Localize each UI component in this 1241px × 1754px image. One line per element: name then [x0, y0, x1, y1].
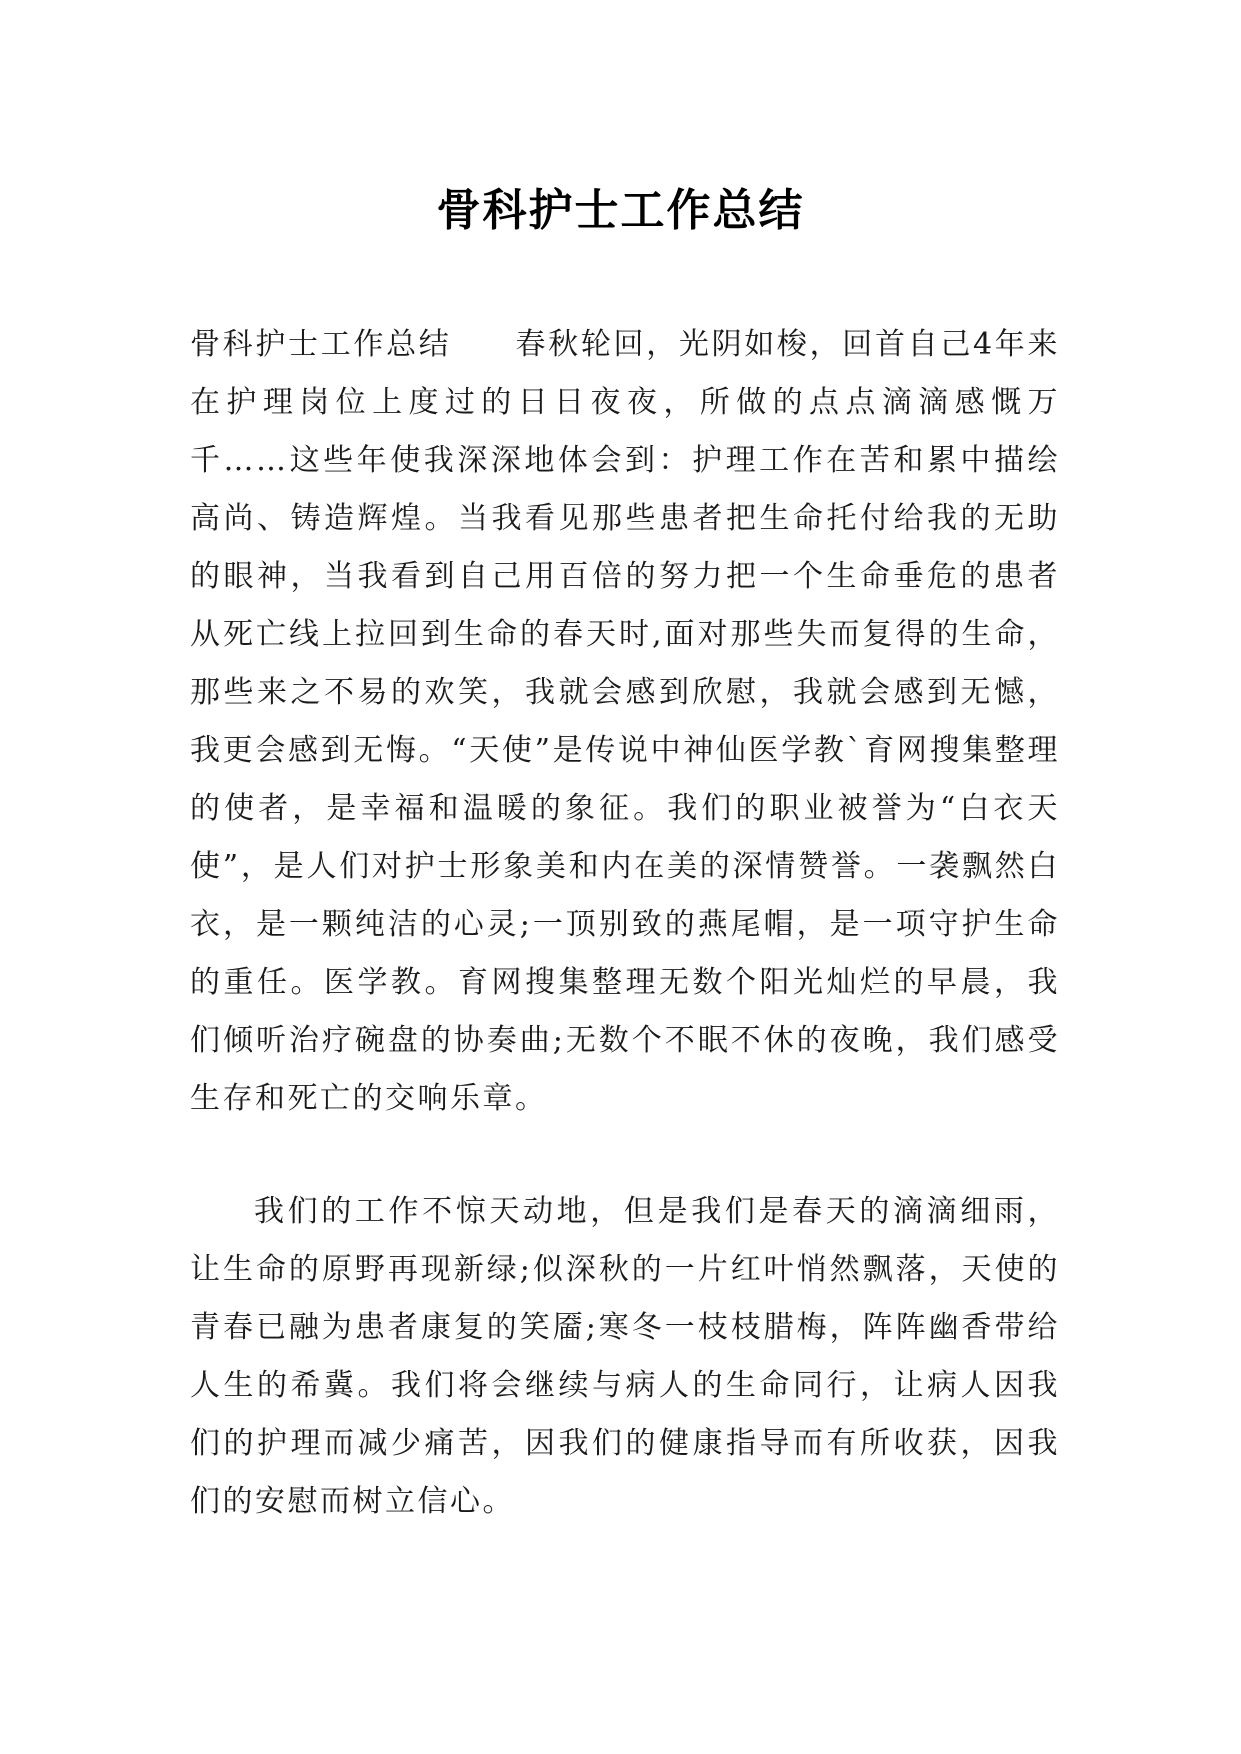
document-title: 骨科护士工作总结	[436, 185, 805, 237]
paragraph-lead-title: 骨科护士工作总结	[190, 327, 452, 362]
body-paragraph: 我们的工作不惊天动地，但是我们是春天的滴滴细雨，让生命的原野再现新绿;似深秋的一片红叶悄然飘落，天使的青春已融为患者康复的笑靥;寒冬一枝枝腊梅，阵阵幽香带给人生的希冀。我们将会继续与病人的生命同行，让病人因我们的护理而减少痛苦，因我们的健康指导而有所收获，因我们的安慰而树立信心。	[190, 1194, 1060, 1519]
paragraph-text: 春秋轮回，光阴如梭，回首自己4年来在护理岗位上度过的日日夜夜，所做的点点滴滴感慨万千……这些年使我深深地体会到：护理工作在苦和累中描绘高尚、铸造辉煌。当我看见那些患者把生命托付给我的无助的眼神，当我看到自己用百倍的努力把一个生命垂危的患者从死亡线上拉回到生命的春天时,面对那些失而复得的生命，那些来之不易的欢笑，我就会感到欣慰，我就会感到无憾，我更会感到无悔。“天使”是传说中神仙医学教`育网搜集整理的使者，是幸福和温暖的象征。我们的职业被誉为“白衣天使”，是人们对护士形象美和内在美的深情赞誉。一袭飘然白衣，是一颗纯洁的心灵;一顶别致的燕尾帽，是一项守护生命的重任。医学教。育网搜集整理无数个阳光灿烂的早晨，我们倾听治疗碗盘的协奏曲;无数个不眠不休的夜晚，我们感受生存和死亡的交响乐章。	[190, 327, 1060, 1116]
body-paragraph	[190, 316, 1060, 1128]
